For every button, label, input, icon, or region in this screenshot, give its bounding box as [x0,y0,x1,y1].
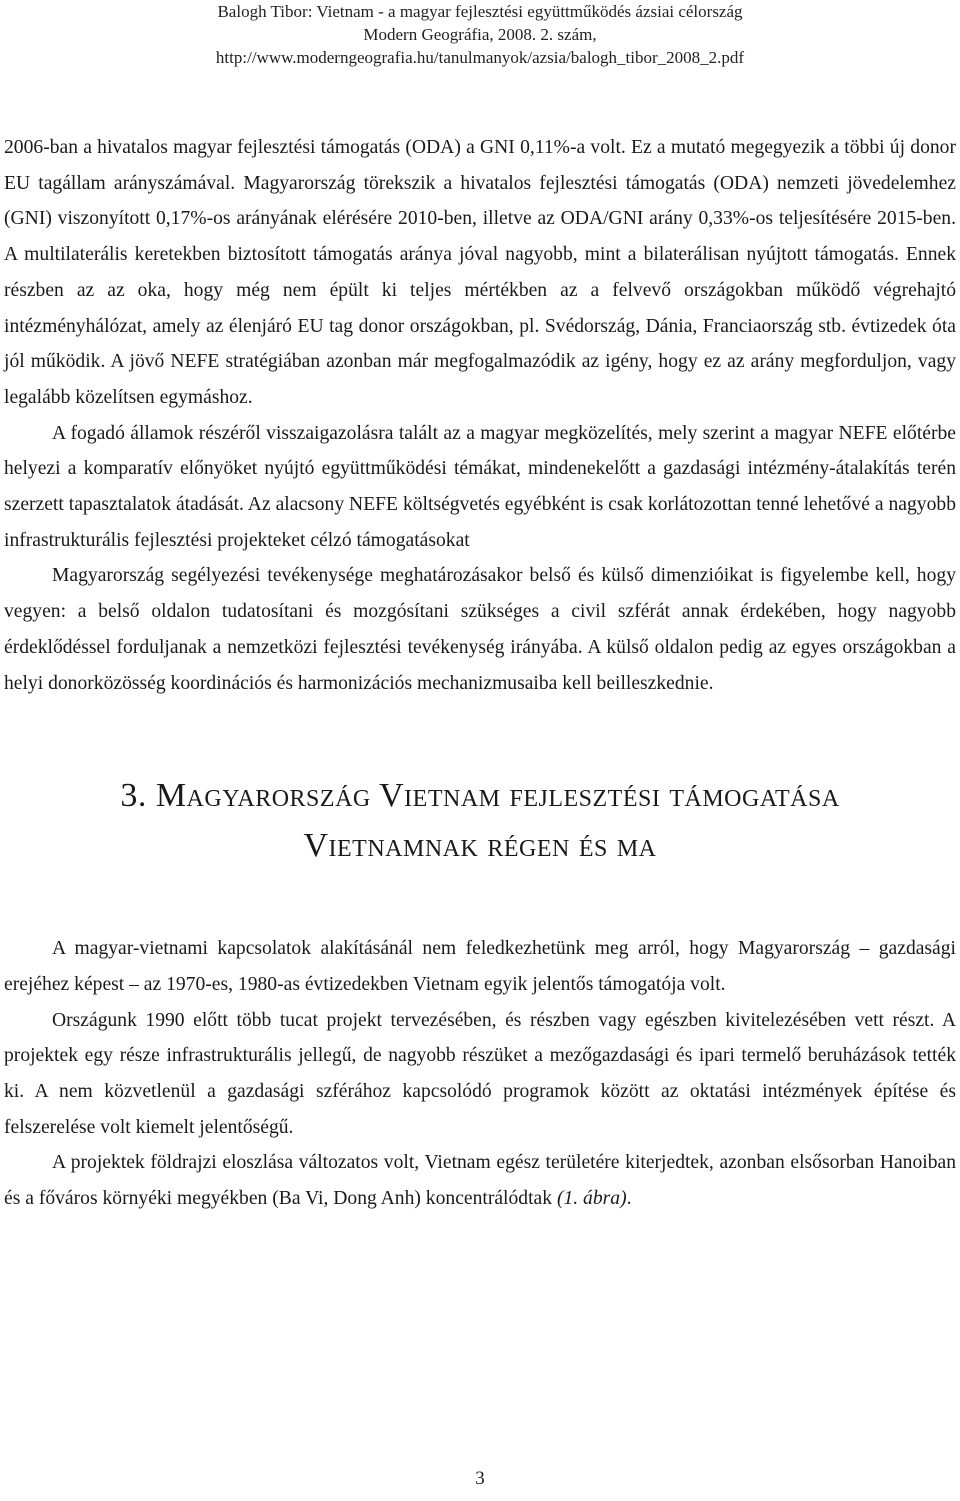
header-url[interactable]: http://www.moderngeografia.hu/tanulmanyok/azsia/balogh_tibor_2008_2.pdf [215,48,745,67]
header-author-title: Balogh Tibor: Vietnam - a magyar fejlesztési együttműködés ázsiai célország [217,2,743,21]
paragraph: Magyarország segélyezési tevékenysége meghatározásakor belső és külső dimenzióikat is figyelembe kell, hogy vegyen: a belső oldalon tudatosítani és mozgósítani szükséges a civil szférát annak érdekében, hogy nagyobb érdeklődéssel forduljanak a nemzetközi fejlesztési tevékenység irányába. A külső oldalon pedig az egyes országokban a helyi donorközösség koordinációs és harmonizációs mechanizmusaiba kell beilleszkednie. [4,565,956,694]
paragraph: A fogadó államok részéről visszaigazolásra talált az a magyar megközelítés, mely szerint a magyar NEFE előtérbe helyezi a komparatív előnyöket nyújtó együttműködési témákat, mindenekelőtt a gazdasági intézmény-átalakítás terén szerzett tapasztalatok átadását. Az alacsony NEFE költségvetés egyébként is csak korlátozottan tenné lehetővé a nagyobb infrastrukturális fejlesztési projekteket célzó támogatásokat [4,422,956,551]
section-heading-line1: 3. Magyarország Vietnam fejlesztési támogatása [120,777,840,815]
paragraph: Országunk 1990 előtt több tucat projekt tervezésében, és részben vagy egészben kivitelezésében vett részt. A projektek egy része infrastrukturális jellegű, de nagyobb részüket a mezőgazdasági és ipari termelő beruházások tették ki. A nem közvetlenül a gazdasági szférához kapcsolódó programok között az oktatási intézmények építése és felszerelése volt kiemelt jelentőségű. [4,1009,956,1138]
page-body [4,130,956,1217]
paragraph-text: A projektek földrajzi eloszlása változatos volt, Vietnam egész területére kiterjedtek, azonban elsősorban Hanoiban és a főváros környéki megyékben (Ba Vi, Dong Anh) koncentrálódtak [4,1152,956,1210]
figure-reference: (1. ábra) [556,1188,627,1210]
section-heading-line2: Vietnamnak régen és ma [303,827,657,865]
section-heading [4,771,956,871]
paragraph: 2006-ban a hivatalos magyar fejlesztési támogatás (ODA) a GNI 0,11%-a volt. Ez a mutató megegyezik a többi új donor EU tagállam arányszámával. Magyarország törekszik a hivatalos fejlesztési támogatás (ODA) nemzeti jövedelemhez (GNI) viszonyított 0,17%-os arányának elérésére 2010-ben, illetve az ODA/GNI arány 0,33%-os teljesítésére 2015-ben. A multilaterális keretekben biztosított támogatás aránya jóval nagyobb, mint a bilaterálisan nyújtott támogatás. Ennek részben az az oka, hogy még nem épült ki teljes mértékben az a felvevő országokban működő végrehajtó intézményhálózat, amely az élenjáró EU tag donor országokban, pl. Svédország, Dánia, Franciaország stb. évtizedek óta jól működik. A jövő NEFE stratégiában azonban már megfogalmazódik az igény, hogy ez az arány megforduljon, vagy legalább közelítsen egymáshoz. [4,137,956,408]
paragraph [4,1145,956,1216]
header-journal: Modern Geográfia, 2008. 2. szám, [363,25,597,44]
page-number: 3 [475,1468,485,1489]
paragraph-end: . [626,1188,632,1210]
paragraph: A magyar-vietnami kapcsolatok alakításánál nem feledkezhetünk meg arról, hogy Magyarország – gazdasági erejéhez képest – az 1970-es, 1980-as évtizedekben Vietnam egyik jelentős támogatója volt. [4,938,956,995]
running-header [140,0,820,69]
